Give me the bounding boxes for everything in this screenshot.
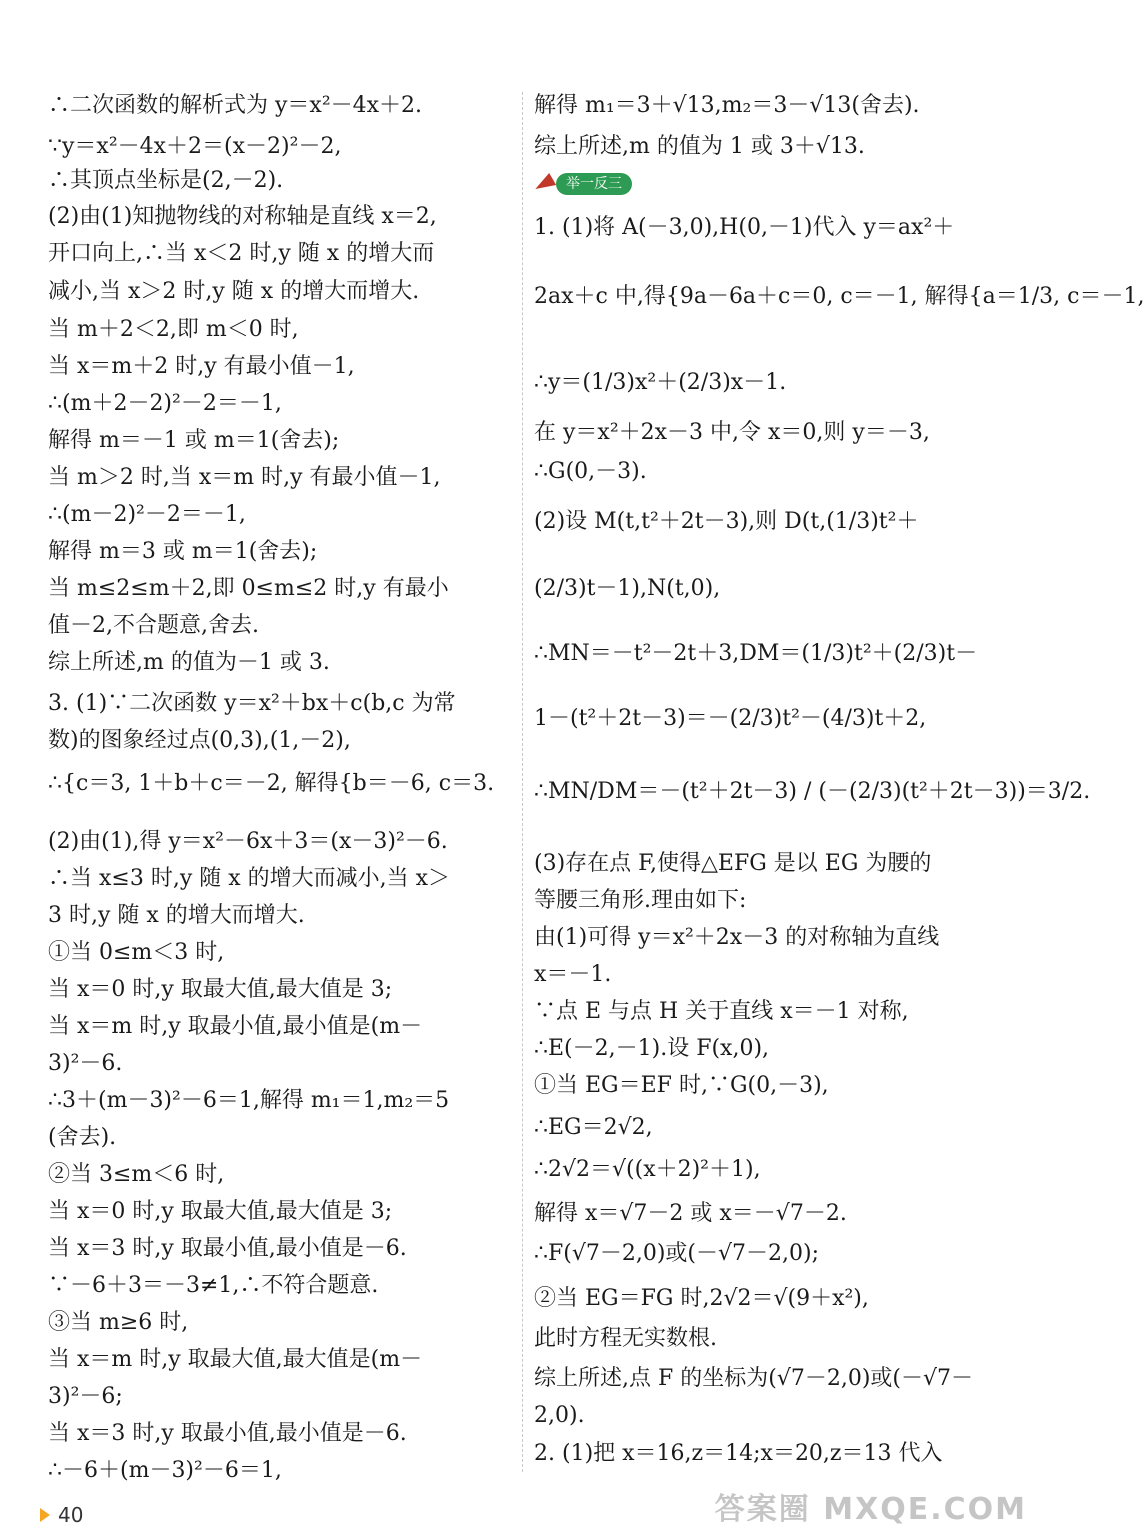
left-line: ∴(m－2)²－2＝－1, (48, 502, 246, 527)
left-line: 当 x＝m 时,y 取最大值,最大值是(m－ (48, 1347, 423, 1372)
right-line: (2/3)t－1),N(t,0), (534, 576, 721, 601)
left-line: ∴(m＋2－2)²－2＝－1, (48, 391, 282, 416)
right-line: 综上所述,m 的值为 1 或 3＋√13. (534, 134, 865, 159)
section-badge (534, 172, 632, 196)
page-footer (40, 1500, 83, 1530)
page-marker-icon (40, 1508, 50, 1522)
right-line: x＝－1. (534, 962, 612, 987)
left-line: ③当 m≥6 时, (48, 1310, 189, 1335)
left-line: 当 m＞2 时,当 x＝m 时,y 有最小值－1, (48, 465, 441, 490)
left-line: 3)²－6. (48, 1051, 123, 1076)
right-line: 解得 m₁＝3＋√13,m₂＝3－√13(舍去). (534, 93, 920, 118)
right-line: ∴F(√7－2,0)或(－√7－2,0); (534, 1241, 820, 1266)
left-line: 开口向上,∴当 x＜2 时,y 随 x 的增大而 (48, 241, 435, 266)
right-line: 2ax＋c 中,得{9a－6a＋c＝0, c＝－1, 解得{a＝1/3, c＝－1, (534, 284, 1144, 309)
left-line: 当 x＝0 时,y 取最大值,最大值是 3; (48, 1199, 393, 1224)
left-line: ∴3＋(m－3)²－6＝1,解得 m₁＝1,m₂＝5 (48, 1088, 450, 1113)
right-line: ∴G(0,－3). (534, 459, 647, 484)
left-line: ∴当 x≤3 时,y 随 x 的增大而减小,当 x＞ (48, 866, 451, 891)
left-line: 3 时,y 随 x 的增大而增大. (48, 903, 305, 928)
left-line: 当 x＝3 时,y 取最小值,最小值是－6. (48, 1421, 407, 1446)
right-line: 1－(t²＋2t－3)＝－(2/3)t²－(4/3)t＋2, (534, 706, 927, 731)
left-line: 当 m≤2≤m＋2,即 0≤m≤2 时,y 有最小 (48, 576, 449, 601)
left-line: 当 x＝m＋2 时,y 有最小值－1, (48, 354, 355, 379)
left-line: 解得 m＝3 或 m＝1(舍去); (48, 539, 318, 564)
page-number: 40 (58, 1503, 84, 1527)
pen-icon (532, 173, 556, 195)
right-line: ∴MN/DM＝－(t²＋2t－3) / (－(2/3)(t²＋2t－3))＝3/2. (534, 779, 1091, 804)
right-line: ∴EG＝2√2, (534, 1115, 653, 1140)
left-line: ②当 3≤m＜6 时, (48, 1162, 225, 1187)
left-line: (2)由(1)知抛物线的对称轴是直线 x＝2, (48, 204, 437, 229)
column-divider (522, 92, 523, 1472)
right-line: 1. (1)将 A(－3,0),H(0,－1)代入 y＝ax²＋ (534, 215, 955, 240)
right-line: (2)设 M(t,t²＋2t－3),则 D(t,(1/3)t²＋ (534, 509, 919, 534)
right-line: 在 y＝x²＋2x－3 中,令 x＝0,则 y＝－3, (534, 420, 930, 445)
right-line: (3)存在点 F,使得△EFG 是以 EG 为腰的 (534, 851, 932, 876)
left-line: (2)由(1),得 y＝x²－6x＋3＝(x－3)²－6. (48, 829, 448, 854)
right-line: 综上所述,点 F 的坐标为(√7－2,0)或(－√7－ (534, 1366, 974, 1391)
right-line: ∴2√2＝√((x＋2)²＋1), (534, 1157, 761, 1182)
right-line: ①当 EG＝EF 时,∵G(0,－3), (534, 1073, 829, 1098)
left-line: 值－2,不合题意,舍去. (48, 613, 259, 638)
left-line: (舍去). (48, 1125, 117, 1150)
left-line: 数)的图象经过点(0,3),(1,－2), (48, 728, 351, 753)
right-line: 此时方程无实数根. (534, 1326, 717, 1351)
left-line: ∴二次函数的解析式为 y＝x²－4x＋2. (48, 93, 423, 118)
left-line: 减小,当 x＞2 时,y 随 x 的增大而增大. (48, 279, 420, 304)
section-badge-label: 举一反三 (556, 173, 632, 195)
left-line: 3. (1)∵二次函数 y＝x²＋bx＋c(b,c 为常 (48, 691, 456, 716)
right-line: ∴y＝(1/3)x²＋(2/3)x－1. (534, 370, 787, 395)
left-line: 3)²－6; (48, 1384, 123, 1409)
left-line: 解得 m＝－1 或 m＝1(舍去); (48, 428, 340, 453)
right-line: 解得 x＝√7－2 或 x＝－√7－2. (534, 1201, 847, 1226)
left-line: ①当 0≤m＜3 时, (48, 940, 225, 965)
left-line: 当 x＝0 时,y 取最大值,最大值是 3; (48, 977, 393, 1002)
left-line: ∴{c＝3, 1＋b＋c＝－2, 解得{b＝－6, c＝3. (48, 771, 495, 796)
left-line: 当 x＝3 时,y 取最小值,最小值是－6. (48, 1236, 407, 1261)
right-line: 等腰三角形.理由如下: (534, 888, 747, 913)
right-line: ∴E(－2,－1).设 F(x,0), (534, 1036, 770, 1061)
left-line: 当 x＝m 时,y 取最小值,最小值是(m－ (48, 1014, 423, 1039)
watermark: 答案圈 MXQE.COM (714, 1492, 1027, 1527)
right-line: 由(1)可得 y＝x²＋2x－3 的对称轴为直线 (534, 925, 940, 950)
left-line: ∵－6＋3＝－3≠1,∴不符合题意. (48, 1273, 379, 1298)
right-line: 2. (1)把 x＝16,z＝14;x＝20,z＝13 代入 (534, 1441, 943, 1466)
left-line: 当 m＋2＜2,即 m＜0 时, (48, 317, 299, 342)
right-line: ∴MN＝－t²－2t＋3,DM＝(1/3)t²＋(2/3)t－ (534, 641, 978, 666)
left-line: ∵y＝x²－4x＋2＝(x－2)²－2, (48, 134, 342, 159)
left-line: ∴其顶点坐标是(2,－2). (48, 168, 284, 193)
left-line: ∴－6＋(m－3)²－6＝1, (48, 1458, 282, 1483)
right-line: ∵点 E 与点 H 关于直线 x＝－1 对称, (534, 999, 909, 1024)
right-line: ②当 EG＝FG 时,2√2＝√(9＋x²), (534, 1286, 869, 1311)
left-line: 综上所述,m 的值为－1 或 3. (48, 650, 330, 675)
right-line: 2,0). (534, 1403, 585, 1428)
